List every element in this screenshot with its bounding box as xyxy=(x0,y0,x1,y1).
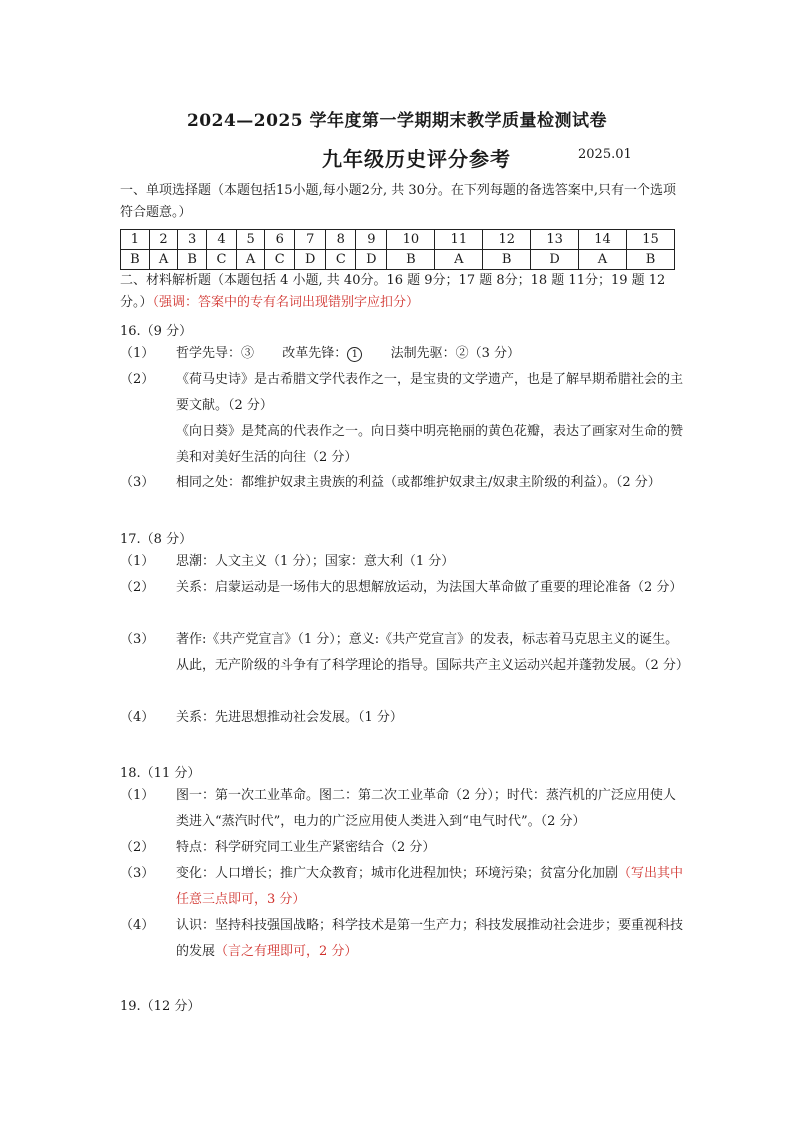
answer-number-cell: 5 xyxy=(236,230,264,250)
item-number: （3） xyxy=(120,475,155,490)
item-text: 思潮：人文主义（1 分）；国家：意大利（1 分） xyxy=(176,554,455,569)
answer-letter-cell: C xyxy=(265,250,295,270)
answer-table-numbers-row xyxy=(121,230,675,250)
section2-text: 二、材料解析题（本题包括 4 小题, 共 40分。16 题 9分；17 题 8分；18 题 11分；19 题 12分。） xyxy=(120,273,666,310)
answer-number-cell: 13 xyxy=(531,230,579,250)
answer-letter-cell: C xyxy=(326,250,356,270)
answer-letter-cell: B xyxy=(178,250,207,270)
question-19-heading: 19.（12 分） xyxy=(120,999,201,1014)
item-number: （3） xyxy=(120,866,155,881)
question-18-heading: 18.（11 分） xyxy=(120,766,201,781)
item-text: 图一：第一次工业革命。图二：第二次工业革命（2 分）；时代：蒸汽机的广泛应用使人类进入“蒸汽时代”，电力的广泛应用使人类进入到“电气时代”。（2 分） xyxy=(176,788,676,829)
answer-number-cell: 6 xyxy=(265,230,295,250)
answer-number-cell: 9 xyxy=(356,230,387,250)
item-text: 著作:《共产党宣言》（1 分）；意义:《共产党宣言》的发表，标志着马克思主义的诞生。从此，无产阶级的斗争有了科学理论的指导。国际共产主义运动兴起并蓬勃发展。（2 分） xyxy=(176,632,689,673)
item-number: （3） xyxy=(120,632,155,647)
answer-letter-cell: B xyxy=(483,250,531,270)
answer-number-cell: 12 xyxy=(483,230,531,250)
answer-table-answers-row xyxy=(121,250,675,270)
section2-note: （强调：答案中的专有名词出现错别字应扣分） xyxy=(152,295,420,310)
question-16-heading: 16.（9 分） xyxy=(120,324,193,339)
answer-table xyxy=(120,229,675,270)
answer-number-cell: 4 xyxy=(207,230,237,250)
q16-law: 法制先驱：②（3 分） xyxy=(390,346,520,361)
item-number: （1） xyxy=(120,788,155,803)
exam-title: 2024—2025 学年度第一学期期末教学质量检测试卷 xyxy=(186,111,608,131)
answer-letter-cell: C xyxy=(207,250,237,270)
item-text: 关系：先进思想推动社会发展。（1 分） xyxy=(176,710,403,725)
answer-letter-cell: A xyxy=(579,250,627,270)
answer-number-cell: 1 xyxy=(121,230,150,250)
q16-philosophy: 哲学先导：③ xyxy=(176,346,255,361)
answer-number-cell: 8 xyxy=(326,230,356,250)
item-text: 《向日葵》是梵高的代表作之一。向日葵中明亮艳丽的黄色花瓣，表达了画家对生命的赞美和对美好生活的向往（2 分） xyxy=(176,424,684,465)
answer-letter-cell: D xyxy=(295,250,326,270)
item-text: 《荷马史诗》是古希腊文学代表作之一，是宝贵的文学遗产，也是了解早期希腊社会的主要文献。（2 分） xyxy=(176,372,684,413)
answer-letter-cell: D xyxy=(356,250,387,270)
answer-number-cell: 2 xyxy=(149,230,177,250)
item-number: （4） xyxy=(120,918,155,933)
answer-number-cell: 15 xyxy=(626,230,674,250)
answer-letter-cell: A xyxy=(435,250,483,270)
section2-instructions xyxy=(120,270,685,314)
circled-number: 1 xyxy=(347,347,362,362)
item-number: （1） xyxy=(120,346,155,361)
item-number: （1） xyxy=(120,554,155,569)
answer-number-cell: 3 xyxy=(178,230,207,250)
item-text: 相同之处：都维护奴隶主贵族的利益（或都维护奴隶主/奴隶主阶级的利益）。（2 分） xyxy=(176,475,661,490)
item-number: （2） xyxy=(120,372,155,387)
document-subtitle: 九年级历史评分参考 xyxy=(322,147,511,171)
answer-letter-cell: B xyxy=(387,250,435,270)
item-number: （2） xyxy=(120,840,155,855)
item-number: （2） xyxy=(120,580,155,595)
q16-reform: 改革先锋： xyxy=(282,346,348,361)
item-text: 关系：启蒙运动是一场伟大的思想解放运动，为法国大革命做了重要的理论准备（2 分） xyxy=(176,580,683,595)
q18-changes-note: （写出其中任意三点即可，3 分） xyxy=(176,866,684,907)
answer-number-cell: 11 xyxy=(435,230,483,250)
answer-letter-cell: A xyxy=(236,250,264,270)
q18-understanding-note: （言之有理即可，2 分） xyxy=(215,944,358,959)
q18-understanding: 认识：坚持科技强国战略；科学技术是第一生产力；科技发展推动社会进步；要重视科技的发展 xyxy=(176,918,684,959)
item-text xyxy=(176,341,684,367)
answer-number-cell: 10 xyxy=(387,230,435,250)
answer-letter-cell: D xyxy=(531,250,579,270)
item-text: 特点：科学研究同工业生产紧密结合（2 分） xyxy=(176,840,436,855)
item-text xyxy=(176,913,684,965)
section1-instructions: 一、单项选择题（本题包括15小题,每小题2分, 共 30分。在下列每题的备选答案中,只有一个选项符合题意。） xyxy=(120,183,677,220)
item-number: （4） xyxy=(120,710,155,725)
document-date: 2025.01 xyxy=(578,147,632,162)
answer-letter-cell: B xyxy=(121,250,150,270)
item-text xyxy=(176,861,684,913)
answer-number-cell: 14 xyxy=(579,230,627,250)
q18-changes: 变化：人口增长；推广大众教育；城市化进程加快；环境污染；贫富分化加剧 xyxy=(176,866,619,881)
answer-number-cell: 7 xyxy=(295,230,326,250)
answer-letter-cell: A xyxy=(149,250,177,270)
answer-letter-cell: B xyxy=(626,250,674,270)
question-17-heading: 17.（8 分） xyxy=(120,532,193,547)
